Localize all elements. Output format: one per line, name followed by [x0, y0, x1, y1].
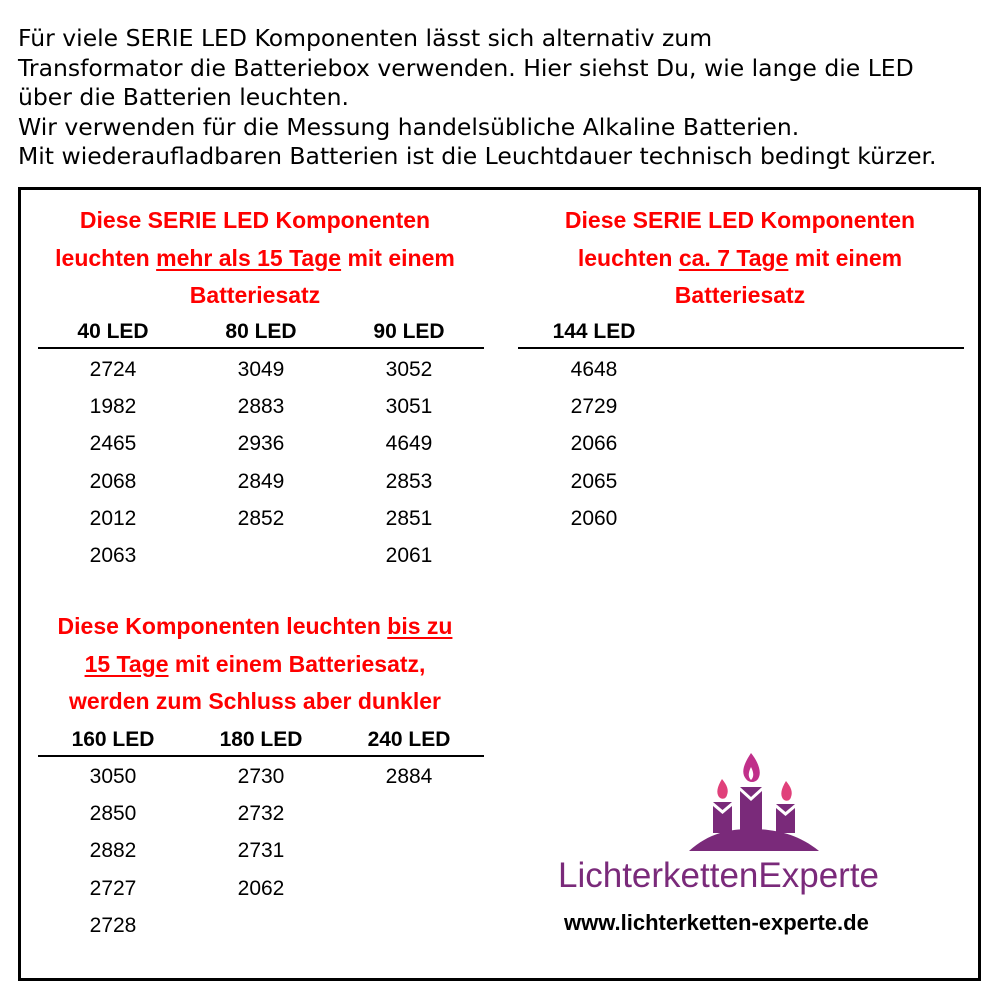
group2-heading: [505, 202, 975, 315]
table-cell: 3050: [89, 765, 137, 788]
group3-col2-values: [201, 758, 321, 907]
table-cell: 2850: [89, 802, 137, 826]
candles-logo-icon: [689, 747, 819, 857]
group2-rule: [518, 347, 964, 349]
table-cell: 2065: [570, 469, 618, 493]
table-cell: 2062: [237, 876, 285, 900]
group1-heading-emphasis: mehr als 15 Tage: [156, 244, 342, 271]
group2-heading-line3: Batteriesatz: [674, 282, 806, 308]
group1-col3-values: [349, 351, 469, 574]
table-cell: 2729: [570, 395, 618, 419]
group2-col1-header: 144 LED: [552, 320, 636, 343]
table-cell: 2852: [237, 506, 285, 530]
group2-col1-values: [534, 351, 654, 537]
group3-col3-values: [349, 758, 469, 795]
group3-rule: [38, 755, 484, 757]
table-cell: 2465: [89, 432, 137, 456]
table-cell: 2066: [570, 432, 618, 456]
brand-url: www.lichterketten-experte.de: [564, 910, 869, 935]
results-panel: [18, 187, 981, 981]
table-cell: 2882: [89, 839, 137, 863]
group1-col1-header: 40 LED: [77, 320, 149, 343]
group2-heading-line1: Diese SERIE LED Komponenten: [564, 207, 916, 233]
group3-heading-line2: 15 Tage mit einem Batteriesatz,: [84, 650, 426, 677]
group1-heading-line1: Diese SERIE LED Komponenten: [79, 207, 431, 233]
table-cell: 2884: [385, 765, 433, 788]
table-cell: 3049: [237, 358, 285, 381]
group3-heading-emphasis-1: bis zu: [387, 613, 453, 639]
table-cell: 2724: [89, 358, 137, 381]
group3-col1-values: [53, 758, 173, 944]
table-cell: 3052: [385, 358, 433, 381]
group3-col2-header: 180 LED: [219, 728, 303, 751]
intro-line-1: Für viele SERIE LED Komponenten lässt sich alternativ zum: [18, 24, 713, 52]
group3-heading: [23, 608, 487, 721]
brand-name: LichterkettenExperte: [558, 856, 880, 895]
group1-col3-header: 90 LED: [373, 320, 445, 343]
table-cell: 2849: [237, 469, 285, 493]
table-cell: 2727: [89, 876, 137, 900]
table-cell: 2068: [89, 469, 137, 493]
table-cell: 2883: [237, 395, 285, 419]
intro-text: [18, 24, 988, 172]
group3-col1-header: 160 LED: [71, 728, 155, 751]
table-cell: 2061: [385, 544, 433, 568]
table-cell: 2012: [89, 506, 137, 530]
intro-line-2: Transformator die Batteriebox verwenden. Hier siehst Du, wie lange die LED: [18, 53, 914, 82]
group1-heading-line2: leuchten mehr als 15 Tage mit einem: [55, 244, 455, 271]
table-cell: 2063: [89, 544, 137, 568]
table-cell: 1982: [89, 395, 137, 419]
group3-heading-emphasis-2: 15 Tage: [84, 650, 169, 677]
table-cell: 3051: [385, 395, 433, 419]
intro-line-5: Mit wiederaufladbaren Batterien ist die Leuchtdauer technisch bedingt kürzer.: [18, 142, 937, 170]
table-cell: 2060: [570, 506, 618, 530]
intro-line-4: Wir verwenden für die Messung handelsübliche Alkaline Batterien.: [18, 112, 800, 141]
group2-heading-emphasis: ca. 7 Tage: [678, 244, 789, 271]
group3-col3-header: 240 LED: [367, 728, 451, 751]
table-cell: 2732: [237, 802, 285, 826]
table-cell: 4648: [570, 358, 618, 381]
group1-heading-line3: Batteriesatz: [189, 282, 321, 308]
group3-heading-line1: Diese Komponenten leuchten bis zu: [57, 613, 453, 639]
group1-col2-header: 80 LED: [225, 320, 297, 343]
group1-col2-values: [201, 351, 321, 537]
table-cell: 2936: [237, 432, 285, 456]
group2-heading-line2: leuchten ca. 7 Tage mit einem: [577, 244, 903, 271]
group1-col1-values: [53, 351, 173, 574]
table-cell: 2853: [385, 469, 433, 493]
table-cell: 2851: [385, 506, 433, 530]
table-cell: 2728: [89, 913, 137, 937]
table-cell: 2731: [237, 839, 285, 863]
intro-line-3: über die Batterien leuchten.: [18, 83, 349, 111]
group1-heading: [23, 202, 487, 315]
group1-rule: [38, 347, 484, 349]
group3-heading-line3: werden zum Schluss aber dunkler: [69, 688, 441, 714]
table-cell: 4649: [385, 432, 433, 456]
table-cell: 2730: [237, 765, 285, 788]
